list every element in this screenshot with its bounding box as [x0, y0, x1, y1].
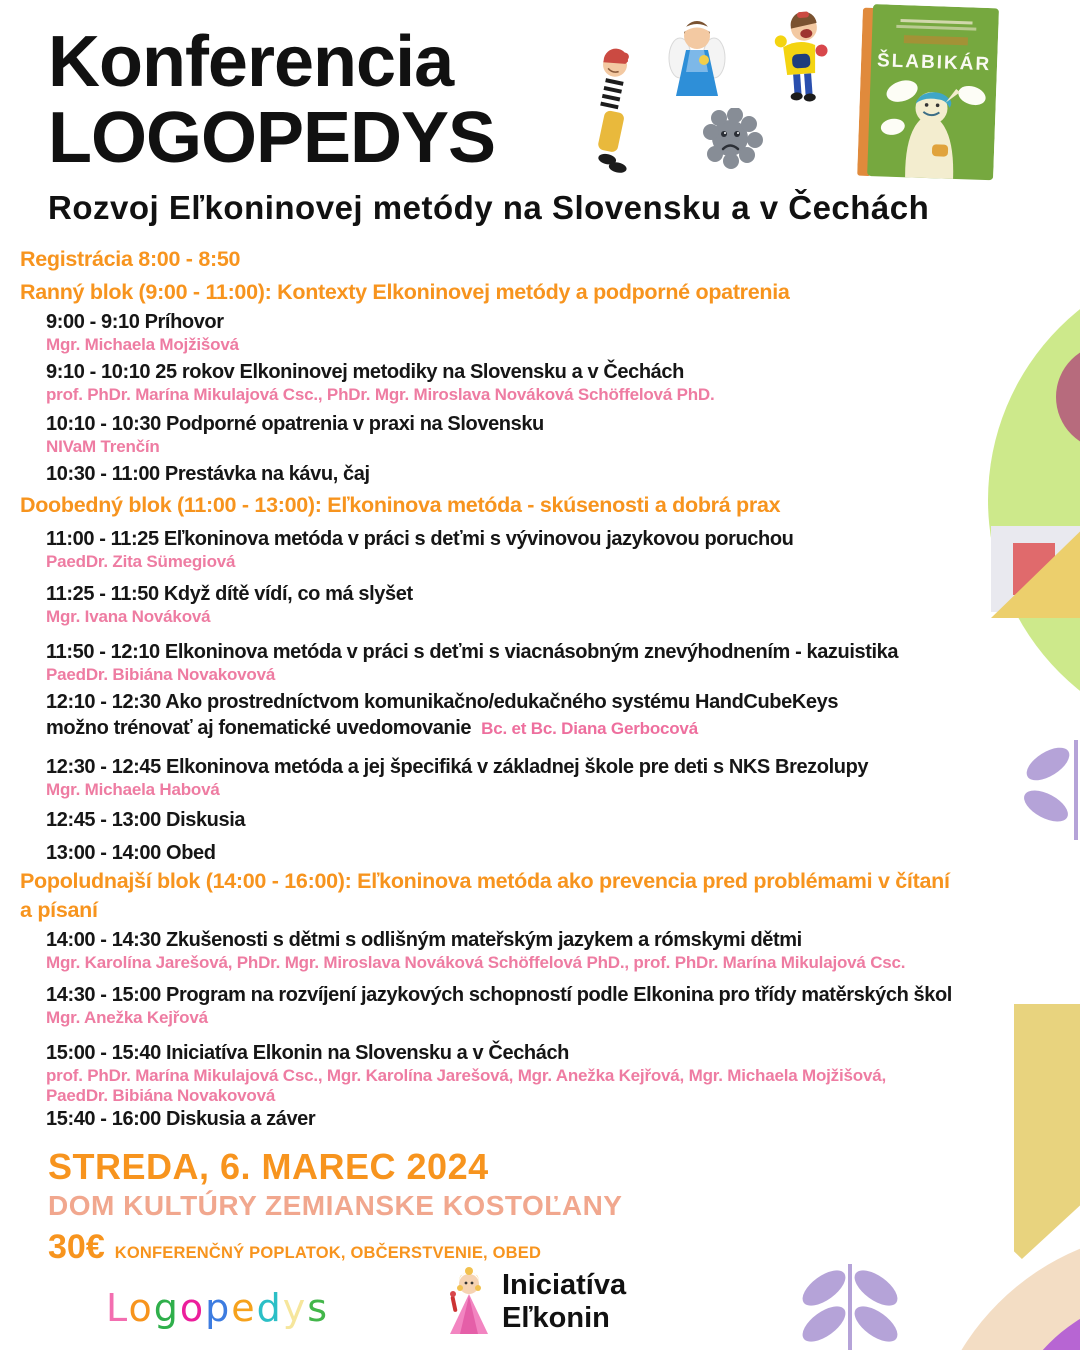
initiative-line2: Eľkonin [502, 1302, 610, 1334]
initiative-elkonin-logo [446, 1266, 626, 1338]
session-item [20, 461, 1080, 487]
logo-letter: g [153, 1286, 180, 1330]
initiative-text [502, 1269, 626, 1336]
session-item [20, 807, 1080, 833]
event-venue: DOM KULTÚRY ZEMIANSKE KOSTOĽANY [48, 1189, 623, 1221]
session-item [20, 1106, 1080, 1132]
session-item [20, 754, 1080, 800]
session-title-line2: možno trénovať aj fonematické uvedomovanie [46, 716, 472, 739]
session-speakers-inline: Bc. et Bc. Diana Gerbocová [481, 718, 698, 738]
session-title: 12:30 - 12:45 Elkoninova metóda a jej špecifiká v základnej škole pre deti s NKS Brezolupy [46, 755, 869, 778]
block-heading-line2: a písaní [20, 897, 98, 922]
session-speakers: PaedDr. Bibiána Novakovová [46, 1085, 276, 1105]
session-item [20, 309, 1080, 355]
princess-figure-icon [446, 1266, 492, 1338]
logo-letter: s [307, 1286, 330, 1330]
session-title: 13:00 - 14:00 Obed [46, 841, 216, 864]
session-speakers: PaedDr. Zita Sümegiová [46, 551, 236, 571]
schedule [0, 245, 1080, 1132]
poster-subtitle: Rozvoj Eľkoninovej metódy na Slovensku a v Čechách [48, 188, 930, 226]
session-title: 9:10 - 10:10 25 rokov Elkoninovej metodiky na Slovensku a v Čechách [46, 360, 684, 383]
session-speakers: prof. PhDr. Marína Mikulajová Csc., Mgr. Karolína Jarešová, Mgr. Anežka Kejřová, Mgr. Michaela Mojžišová, [46, 1065, 886, 1085]
session-speakers: prof. PhDr. Marína Mikulajová Csc., PhDr. Mgr. Miroslava Nováková Schöffelová PhD. [46, 384, 715, 404]
book-title: ŠLABIKÁR [876, 50, 992, 76]
session-title: 12:45 - 13:00 Diskusia [46, 808, 246, 831]
logopedys-logo [106, 1286, 329, 1330]
session-item [20, 639, 1080, 685]
block-heading-afternoon [20, 867, 1080, 925]
session-item [20, 581, 1080, 627]
registration-heading: Registrácia 8:00 - 8:50 [20, 246, 241, 271]
session-title: 11:50 - 12:10 Elkoninova metóda v práci s deťmi s viacnásobným znevýhodnením - kazuistika [46, 640, 899, 663]
title-line-1: Konferencia [48, 22, 454, 102]
logo-letter: e [231, 1286, 257, 1330]
event-date: STREDA, 6. MAREC 2024 [48, 1145, 489, 1187]
session-speakers: Mgr. Karolína Jarešová, PhDr. Mgr. Miroslava Nováková Schöffelová PhD., prof. PhDr. Marína Mikulajová Csc. [46, 952, 906, 972]
session-item [20, 840, 1080, 866]
title-line-2: LOGOPEDYS [48, 98, 496, 179]
session-item [20, 927, 1080, 973]
logo-letter: L [106, 1286, 129, 1330]
session-title: 9:00 - 9:10 Príhovor [46, 310, 224, 333]
session-item [20, 359, 1080, 405]
session-speakers: PaedDr. Bibiána Novakovová [46, 664, 276, 684]
session-item [20, 689, 1080, 742]
session-speakers: Mgr. Michaela Mojžišová [46, 334, 239, 354]
price-note: KONFERENČNÝ POPLATOK, OBČERSTVENIE, OBED [114, 1243, 542, 1262]
page-title [48, 24, 1080, 177]
session-speakers: Mgr. Anežka Kejřová [46, 1007, 208, 1027]
logo-letter: o [179, 1286, 206, 1330]
poster-header [0, 0, 1080, 227]
session-item [20, 982, 1080, 1028]
session-title: 15:00 - 15:40 Iniciatíva Elkonin na Slovensku a v Čechách [46, 1041, 569, 1064]
poster-footer [0, 1146, 1080, 1267]
session-speakers: Mgr. Ivana Nováková [46, 606, 211, 626]
session-title: 12:10 - 12:30 Ako prostredníctvom komunikačno/edukačného systému HandCubeKeys [46, 690, 839, 713]
session-title: 15:40 - 16:00 Diskusia a záver [46, 1107, 316, 1130]
block-heading-midday: Doobedný blok (11:00 - 13:00): Eľkoninova metóda - skúsenosti a dobrá prax [20, 492, 781, 517]
logo-letter: p [205, 1286, 232, 1330]
session-title: 11:25 - 11:50 Když dítě vídí, co má slyšet [46, 582, 413, 605]
logo-letter: y [282, 1286, 308, 1330]
session-item [20, 411, 1080, 457]
price: 30€ [48, 1227, 105, 1266]
session-title-continued [46, 715, 1080, 742]
price-row [48, 1228, 1080, 1267]
block-heading-line1: Popoludnajší blok (14:00 - 16:00): Eľkoninova metóda ako prevencia pred problémami v čítaní [20, 868, 950, 893]
session-speakers: NIVaM Trenčín [46, 436, 160, 456]
block-heading-morning: Ranný blok (9:00 - 11:00): Kontexty Elkoninovej metódy a podporné opatrenia [20, 279, 790, 304]
session-title: 10:10 - 10:30 Podporné opatrenia v praxi na Slovensku [46, 412, 544, 435]
session-title: 10:30 - 11:00 Prestávka na kávu, čaj [46, 462, 370, 485]
session-title: 14:00 - 14:30 Zkušenosti s dětmi s odlišným mateřským jazykem a rómskymi dětmi [46, 928, 802, 951]
initiative-line1: Iniciatíva [502, 1268, 627, 1301]
logo-letter: o [128, 1286, 154, 1330]
session-speakers: Mgr. Michaela Habová [46, 779, 220, 799]
session-item [20, 526, 1080, 572]
logo-letter: d [256, 1286, 283, 1330]
session-title: 14:30 - 15:00 Program na rozvíjení jazykových schopností podle Elkonina pro třídy matěrských škol [46, 983, 952, 1006]
session-item [20, 1040, 1080, 1106]
session-title: 11:00 - 11:25 Eľkoninova metóda v práci s deťmi s vývinovou jazykovou poruchou [46, 527, 794, 550]
